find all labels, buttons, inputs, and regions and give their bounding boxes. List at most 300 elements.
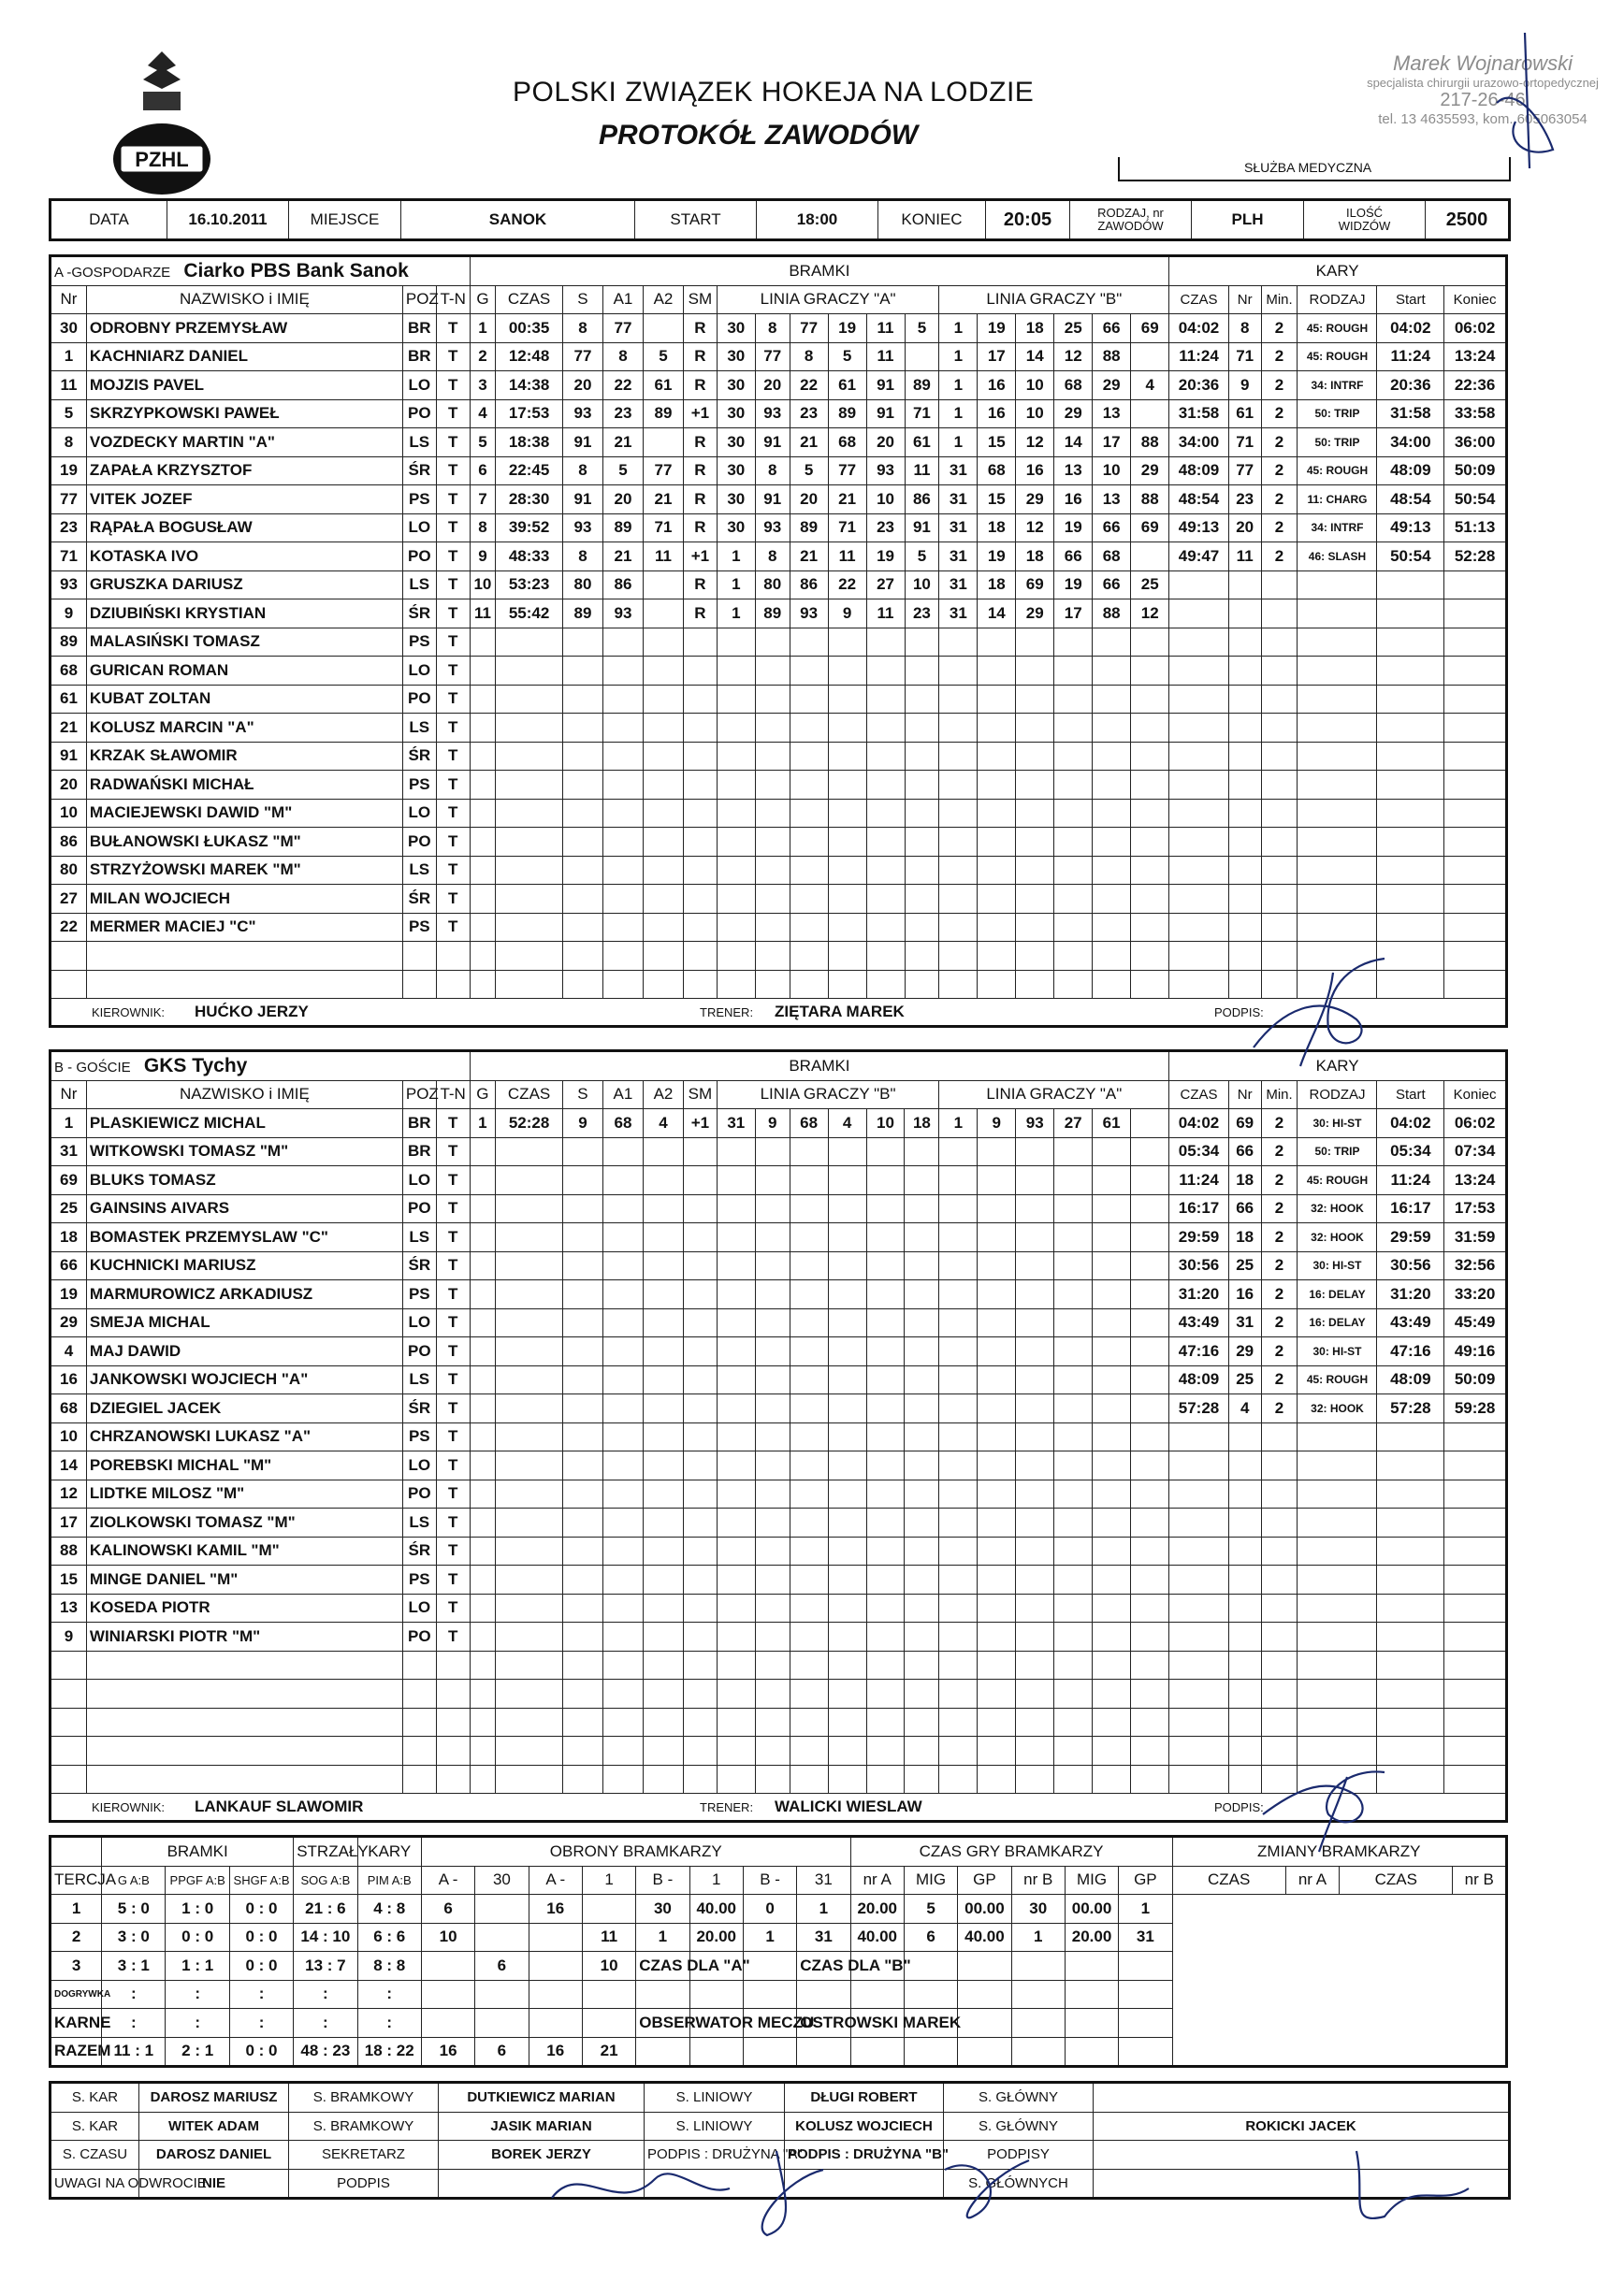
- player-poz: [402, 970, 436, 999]
- official-cell: DŁUGI ROBERT: [785, 2083, 944, 2113]
- goal-cell-empty: [717, 1509, 755, 1538]
- penalty-cell-empty: [1169, 1651, 1229, 1680]
- goal-cell: 8: [562, 314, 602, 343]
- goal-cell-empty: [978, 828, 1016, 857]
- summary-cell: [904, 1952, 957, 1981]
- penalty-cell-empty: [1169, 570, 1228, 599]
- goal-cell: 5: [905, 314, 939, 343]
- goal-cell-empty: [1131, 1737, 1169, 1766]
- goal-cell: 88: [1131, 485, 1169, 514]
- goal-cell: 89: [755, 599, 790, 628]
- goal-cell-empty: [866, 1765, 905, 1794]
- summary-cell: [1119, 1980, 1172, 2009]
- sum-h2: nr A: [1285, 1866, 1339, 1895]
- teamA-label: A -GOSPODARZE: [54, 264, 171, 281]
- goal-cell-empty: [866, 1422, 905, 1451]
- penalty-cell-empty: [1228, 1708, 1261, 1737]
- summary-cell: 1: [51, 1895, 102, 1924]
- kierownik-label: KIEROWNIK:: [92, 1800, 166, 1814]
- player-tn: T: [436, 1166, 470, 1195]
- goal-cell-empty: [939, 1566, 978, 1595]
- goal-cell-empty: [1131, 1422, 1169, 1451]
- goal-cell-empty: [1131, 771, 1169, 800]
- goal-cell-empty: [828, 1308, 866, 1337]
- goal-cell-empty: [978, 714, 1016, 743]
- goal-cell-empty: [602, 1651, 643, 1680]
- goal-cell-empty: [1131, 1594, 1169, 1623]
- goal-cell: 8: [470, 513, 496, 542]
- goal-cell-empty: [1054, 1594, 1093, 1623]
- penalty-cell-empty: [1228, 1537, 1261, 1566]
- player-tn: T: [436, 913, 470, 942]
- player-name: GRUSZKA DARIUSZ: [86, 570, 402, 599]
- player-tn: T: [436, 314, 470, 343]
- goal-cell-empty: [717, 1223, 755, 1252]
- goal-cell: 89: [828, 399, 866, 428]
- summary-cell: 5: [904, 1895, 957, 1924]
- penalty-cell: 43:49: [1377, 1308, 1444, 1337]
- goal-cell-empty: [717, 885, 755, 914]
- penalty-cell-empty: [1298, 1708, 1377, 1737]
- penalty-cell-empty: [1444, 1651, 1507, 1680]
- goal-cell-empty: [828, 1737, 866, 1766]
- goal-cell-empty: [939, 1509, 978, 1538]
- goal-cell: R: [683, 599, 717, 628]
- goal-cell-empty: [755, 1566, 790, 1595]
- goal-cell-empty: [1054, 1365, 1093, 1394]
- goal-cell-empty: [496, 1765, 563, 1794]
- summary-cell: [636, 1980, 689, 2009]
- teamB-pen-col-koniec: Koniec: [1444, 1080, 1507, 1109]
- goal-cell-empty: [905, 1509, 939, 1538]
- player-name: VOZDECKY MARTIN "A": [86, 428, 402, 457]
- goal-cell-empty: [683, 628, 717, 657]
- penalty-cell-empty: [1377, 1680, 1444, 1709]
- goal-cell-empty: [755, 628, 790, 657]
- goal-cell-empty: [470, 771, 496, 800]
- player-tn: T: [436, 1308, 470, 1337]
- penalty-cell-empty: [1261, 570, 1298, 599]
- player-row: [51, 1194, 1507, 1223]
- penalty-cell-empty: [1169, 657, 1228, 686]
- summary-cell: 16: [529, 1895, 582, 1924]
- goal-cell-empty: [866, 657, 905, 686]
- goal-cell-empty: [1016, 1166, 1054, 1195]
- penalty-cell-empty: [1444, 1480, 1507, 1509]
- org-title: POLSKI ZWIĄZEK HOKEJA NA LODZIE: [513, 77, 1035, 108]
- penalty-cell: 50:54: [1444, 485, 1507, 514]
- summary-cell: :: [294, 2009, 357, 2038]
- penalty-cell: 18: [1228, 1223, 1261, 1252]
- goal-cell-empty: [602, 1566, 643, 1595]
- sum-h-bramki: BRAMKI: [102, 1837, 294, 1867]
- penalty-cell: 77: [1228, 456, 1261, 485]
- goal-cell-empty: [1131, 685, 1169, 714]
- player-poz: PS: [402, 913, 436, 942]
- goal-cell: 16: [1054, 485, 1093, 514]
- goal-cell: 93: [755, 399, 790, 428]
- goal-cell-empty: [828, 1594, 866, 1623]
- medical-stamp: [1347, 51, 1618, 127]
- goal-cell-empty: [643, 685, 683, 714]
- goal-cell-empty: [1093, 1566, 1131, 1595]
- player-poz: PO: [402, 399, 436, 428]
- goal-cell-empty: [790, 1308, 828, 1337]
- penalty-cell-empty: [1377, 1537, 1444, 1566]
- player-poz: [402, 1680, 436, 1709]
- goal-cell: 9: [978, 1109, 1016, 1138]
- goal-cell-empty: [905, 1737, 939, 1766]
- penalty-cell: 69: [1228, 1109, 1261, 1138]
- goal-cell: 31: [939, 542, 978, 571]
- penalty-cell-empty: [1298, 1451, 1377, 1480]
- goal-cell: 9: [828, 599, 866, 628]
- player-nr: [51, 1680, 87, 1709]
- summary-cell: 1: [1119, 1895, 1172, 1924]
- penalty-cell: 50: TRIP: [1298, 399, 1377, 428]
- goal-cell-empty: [496, 1308, 563, 1337]
- penalty-cell-empty: [1261, 628, 1298, 657]
- goal-cell-empty: [470, 628, 496, 657]
- penalty-cell: 29:59: [1377, 1223, 1444, 1252]
- penalty-cell-empty: [1228, 771, 1261, 800]
- goal-cell: 9: [470, 542, 496, 571]
- summary-cell: 00.00: [1065, 1895, 1118, 1924]
- penalty-cell-empty: [1261, 742, 1298, 771]
- penalty-cell-empty: [1377, 913, 1444, 942]
- player-row: [51, 856, 1507, 885]
- goal-cell: 18: [978, 513, 1016, 542]
- goal-cell-empty: [683, 714, 717, 743]
- goal-cell-empty: [978, 1166, 1016, 1195]
- penalty-cell: 04:02: [1377, 1109, 1444, 1138]
- goal-cell: 8: [790, 342, 828, 371]
- player-name: KALINOWSKI KAMIL "M": [86, 1537, 402, 1566]
- penalty-cell-empty: [1377, 1651, 1444, 1680]
- penalty-cell-empty: [1169, 799, 1228, 828]
- player-name: [86, 970, 402, 999]
- goal-cell-empty: [470, 1623, 496, 1652]
- goal-cell-empty: [602, 1537, 643, 1566]
- goal-cell: R: [683, 342, 717, 371]
- penalty-cell: 31:20: [1377, 1280, 1444, 1309]
- player-nr: [51, 970, 87, 999]
- goal-cell-empty: [755, 742, 790, 771]
- player-tn: [436, 1737, 470, 1766]
- summary-cell: 31: [1119, 1923, 1172, 1952]
- player-row: [51, 1480, 1507, 1509]
- penalty-cell-empty: [1377, 742, 1444, 771]
- goal-cell-empty: [790, 942, 828, 971]
- summary-cell: :: [229, 1980, 293, 2009]
- penalty-cell-empty: [1444, 1708, 1507, 1737]
- summary-cell: [582, 2009, 635, 2038]
- player-row: [51, 399, 1507, 428]
- goal-cell-empty: [790, 799, 828, 828]
- player-poz: PO: [402, 685, 436, 714]
- player-name: KOTASKA IVO: [86, 542, 402, 571]
- goal-cell-empty: [602, 1451, 643, 1480]
- summary-cell: [421, 2009, 474, 2038]
- official-cell: S. CZASU: [51, 2141, 139, 2170]
- player-poz: LS: [402, 1365, 436, 1394]
- teamB-col-nazw: NAZWISKO i IMIĘ: [86, 1080, 402, 1109]
- goal-cell-empty: [496, 1451, 563, 1480]
- goal-cell-empty: [496, 1737, 563, 1766]
- goal-cell-empty: [643, 799, 683, 828]
- player-tn: T: [436, 1109, 470, 1138]
- penalty-cell: 31:20: [1169, 1280, 1229, 1309]
- penalty-cell-empty: [1169, 599, 1228, 628]
- sum-h-strzaly: STRZAŁY: [294, 1837, 357, 1867]
- goal-cell: 9: [562, 1109, 602, 1138]
- player-row: [51, 428, 1507, 457]
- penalty-cell-empty: [1169, 885, 1228, 914]
- goal-cell-empty: [905, 828, 939, 857]
- official-cell: SEKRETARZ: [289, 2141, 439, 2170]
- goal-cell-empty: [939, 1223, 978, 1252]
- goal-cell-empty: [755, 1194, 790, 1223]
- goal-cell-empty: [643, 1337, 683, 1366]
- penalty-cell-empty: [1228, 828, 1261, 857]
- goal-cell-empty: [1093, 685, 1131, 714]
- player-poz: PS: [402, 1422, 436, 1451]
- summary-row: [51, 2037, 1507, 2067]
- goal-cell-empty: [978, 628, 1016, 657]
- player-tn: [436, 1765, 470, 1794]
- goal-cell-empty: [1131, 657, 1169, 686]
- penalty-cell-empty: [1228, 657, 1261, 686]
- player-tn: T: [436, 1623, 470, 1652]
- penalty-cell: 57:28: [1377, 1394, 1444, 1423]
- goal-cell-empty: [1131, 1137, 1169, 1166]
- sum-h2: nr B: [1453, 1866, 1507, 1895]
- penalty-cell: 30:56: [1169, 1251, 1229, 1280]
- goal-cell-empty: [755, 856, 790, 885]
- goal-cell: 5: [905, 542, 939, 571]
- goal-cell: R: [683, 456, 717, 485]
- goal-cell-empty: [1016, 685, 1054, 714]
- goal-cell: 31: [939, 456, 978, 485]
- goal-cell: 86: [602, 570, 643, 599]
- player-name: ZAPAŁA KRZYSZTOF: [86, 456, 402, 485]
- summary-cell: 00.00: [958, 1895, 1011, 1924]
- penalty-cell: 50:54: [1377, 542, 1444, 571]
- goal-cell-empty: [1054, 742, 1093, 771]
- goal-cell: 11: [828, 542, 866, 571]
- officials-row: [51, 2083, 1510, 2113]
- goal-cell: 1: [939, 314, 978, 343]
- player-name: MERMER MACIEJ "C": [86, 913, 402, 942]
- goal-cell-empty: [755, 1394, 790, 1423]
- player-nr: 71: [51, 542, 87, 571]
- goal-cell-empty: [978, 1737, 1016, 1766]
- goal-cell-empty: [1016, 1223, 1054, 1252]
- teamA-pen-col-rodzaj: RODZAJ: [1298, 285, 1377, 314]
- goal-cell-empty: [717, 942, 755, 971]
- penalty-cell-empty: [1169, 1680, 1229, 1709]
- penalty-cell-empty: [1261, 913, 1298, 942]
- goal-cell-empty: [470, 1280, 496, 1309]
- goal-cell: 30: [717, 485, 755, 514]
- goal-cell-empty: [939, 828, 978, 857]
- goal-cell-empty: [790, 1280, 828, 1309]
- goal-cell-empty: [828, 714, 866, 743]
- goal-cell-empty: [1054, 628, 1093, 657]
- goal-cell-empty: [755, 970, 790, 999]
- player-poz: [402, 942, 436, 971]
- goal-cell-empty: [790, 1365, 828, 1394]
- goal-cell: 69: [1131, 314, 1169, 343]
- summary-cell: 6: [475, 2037, 529, 2067]
- teamA-col-nr: Nr: [51, 285, 87, 314]
- player-name: PLASKIEWICZ MICHAL: [86, 1109, 402, 1138]
- penalty-cell: 23: [1228, 485, 1261, 514]
- goal-cell: R: [683, 570, 717, 599]
- player-tn: T: [436, 1280, 470, 1309]
- penalty-cell-empty: [1298, 828, 1377, 857]
- player-tn: T: [436, 1223, 470, 1252]
- goal-cell: 1: [939, 371, 978, 400]
- goal-cell: 12: [1016, 428, 1054, 457]
- sum-h2: 1: [689, 1866, 743, 1895]
- summary-row: [51, 1895, 1507, 1924]
- goal-cell-empty: [939, 1623, 978, 1652]
- player-tn: T: [436, 885, 470, 914]
- goal-cell-empty: [866, 714, 905, 743]
- penalty-cell-empty: [1444, 942, 1507, 971]
- teamB-pen-col-min: Min.: [1261, 1080, 1298, 1109]
- goal-cell: 8: [562, 542, 602, 571]
- goal-cell-empty: [828, 1280, 866, 1309]
- player-poz: BR: [402, 342, 436, 371]
- goal-cell-empty: [1016, 1251, 1054, 1280]
- goal-cell-empty: [470, 885, 496, 914]
- goal-cell-empty: [790, 856, 828, 885]
- goal-cell: 4: [1131, 371, 1169, 400]
- goal-cell-empty: [790, 1623, 828, 1652]
- goal-cell-empty: [978, 856, 1016, 885]
- penalty-cell-empty: [1228, 856, 1261, 885]
- summary-corner: [51, 1837, 102, 1867]
- player-nr: 20: [51, 771, 87, 800]
- summary-cell: 6: [904, 1923, 957, 1952]
- goal-cell-empty: [496, 1680, 563, 1709]
- summary-cell: [1119, 2009, 1172, 2038]
- goal-cell-empty: [602, 1394, 643, 1423]
- penalty-cell-empty: [1169, 685, 1228, 714]
- player-name: KUBAT ZOLTAN: [86, 685, 402, 714]
- goal-cell-empty: [683, 1537, 717, 1566]
- summary-cell: [529, 1923, 582, 1952]
- goal-cell-empty: [470, 1194, 496, 1223]
- penalty-cell-empty: [1298, 685, 1377, 714]
- teamB-col-poz: POZ: [402, 1080, 436, 1109]
- official-cell: S. GŁÓWNYCH: [944, 2169, 1094, 2199]
- summary-cell: [529, 2009, 582, 2038]
- teamA-col-nazw: NAZWISKO i IMIĘ: [86, 285, 402, 314]
- player-poz: BR: [402, 1109, 436, 1138]
- goal-cell: 77: [828, 456, 866, 485]
- player-poz: [402, 1708, 436, 1737]
- goal-cell-empty: [1131, 1680, 1169, 1709]
- penalty-cell-empty: [1261, 885, 1298, 914]
- goal-cell: 68: [978, 456, 1016, 485]
- goal-cell-empty: [790, 1394, 828, 1423]
- goal-cell-empty: [717, 1337, 755, 1366]
- goal-cell-empty: [602, 970, 643, 999]
- goal-cell: 19: [866, 542, 905, 571]
- goal-cell: 30: [717, 314, 755, 343]
- goal-cell-empty: [905, 657, 939, 686]
- goal-cell-empty: [828, 799, 866, 828]
- penalty-cell: 18: [1228, 1166, 1261, 1195]
- player-row: [51, 657, 1507, 686]
- goal-cell-empty: [1016, 1422, 1054, 1451]
- goal-cell: 66: [1054, 542, 1093, 571]
- penalty-cell-empty: [1298, 885, 1377, 914]
- player-row: [51, 1251, 1507, 1280]
- goal-cell-empty: [1131, 913, 1169, 942]
- penalty-cell: 34: INTRF: [1298, 371, 1377, 400]
- goal-cell-empty: [790, 1223, 828, 1252]
- player-name: JANKOWSKI WOJCIECH "A": [86, 1365, 402, 1394]
- data-value: 16.10.2011: [167, 200, 289, 240]
- goal-cell-empty: [1016, 1623, 1054, 1652]
- player-tn: T: [436, 342, 470, 371]
- teamB-pen-col-czas: CZAS: [1169, 1080, 1229, 1109]
- goal-cell: 14: [978, 599, 1016, 628]
- penalty-cell-empty: [1298, 1509, 1377, 1538]
- goal-cell-empty: [978, 1708, 1016, 1737]
- goal-cell: 30: [717, 456, 755, 485]
- goal-cell-empty: [562, 1509, 602, 1538]
- goal-cell-empty: [905, 1394, 939, 1423]
- goal-cell-empty: [866, 1365, 905, 1394]
- player-nr: 80: [51, 856, 87, 885]
- goal-cell: 4: [643, 1109, 683, 1138]
- player-name: STRZYŻOWSKI MAREK "M": [86, 856, 402, 885]
- penalty-cell-empty: [1444, 714, 1507, 743]
- goal-cell-empty: [905, 1251, 939, 1280]
- player-nr: 77: [51, 485, 87, 514]
- signature-officials: [543, 2123, 1478, 2245]
- goal-cell-empty: [1016, 1480, 1054, 1509]
- goal-cell-empty: [496, 1337, 563, 1366]
- goal-cell: 19: [828, 314, 866, 343]
- goal-cell-empty: [496, 942, 563, 971]
- player-nr: 25: [51, 1194, 87, 1223]
- goal-cell: 48:33: [496, 542, 563, 571]
- goal-cell-empty: [717, 1708, 755, 1737]
- goal-cell: 4: [828, 1109, 866, 1138]
- penalty-cell-empty: [1444, 1594, 1507, 1623]
- player-poz: LO: [402, 371, 436, 400]
- summary-cell: 8 : 8: [357, 1952, 421, 1981]
- penalty-cell-empty: [1261, 828, 1298, 857]
- player-row: [51, 1708, 1507, 1737]
- goal-cell-empty: [1093, 1365, 1131, 1394]
- goal-cell: 21: [790, 428, 828, 457]
- player-poz: ŚR: [402, 885, 436, 914]
- goal-cell-empty: [978, 1680, 1016, 1709]
- goal-cell-empty: [905, 1480, 939, 1509]
- player-row: [51, 1166, 1507, 1195]
- player-nr: 15: [51, 1566, 87, 1595]
- player-poz: ŚR: [402, 1394, 436, 1423]
- goal-cell: 18: [978, 570, 1016, 599]
- goal-cell: 30: [717, 342, 755, 371]
